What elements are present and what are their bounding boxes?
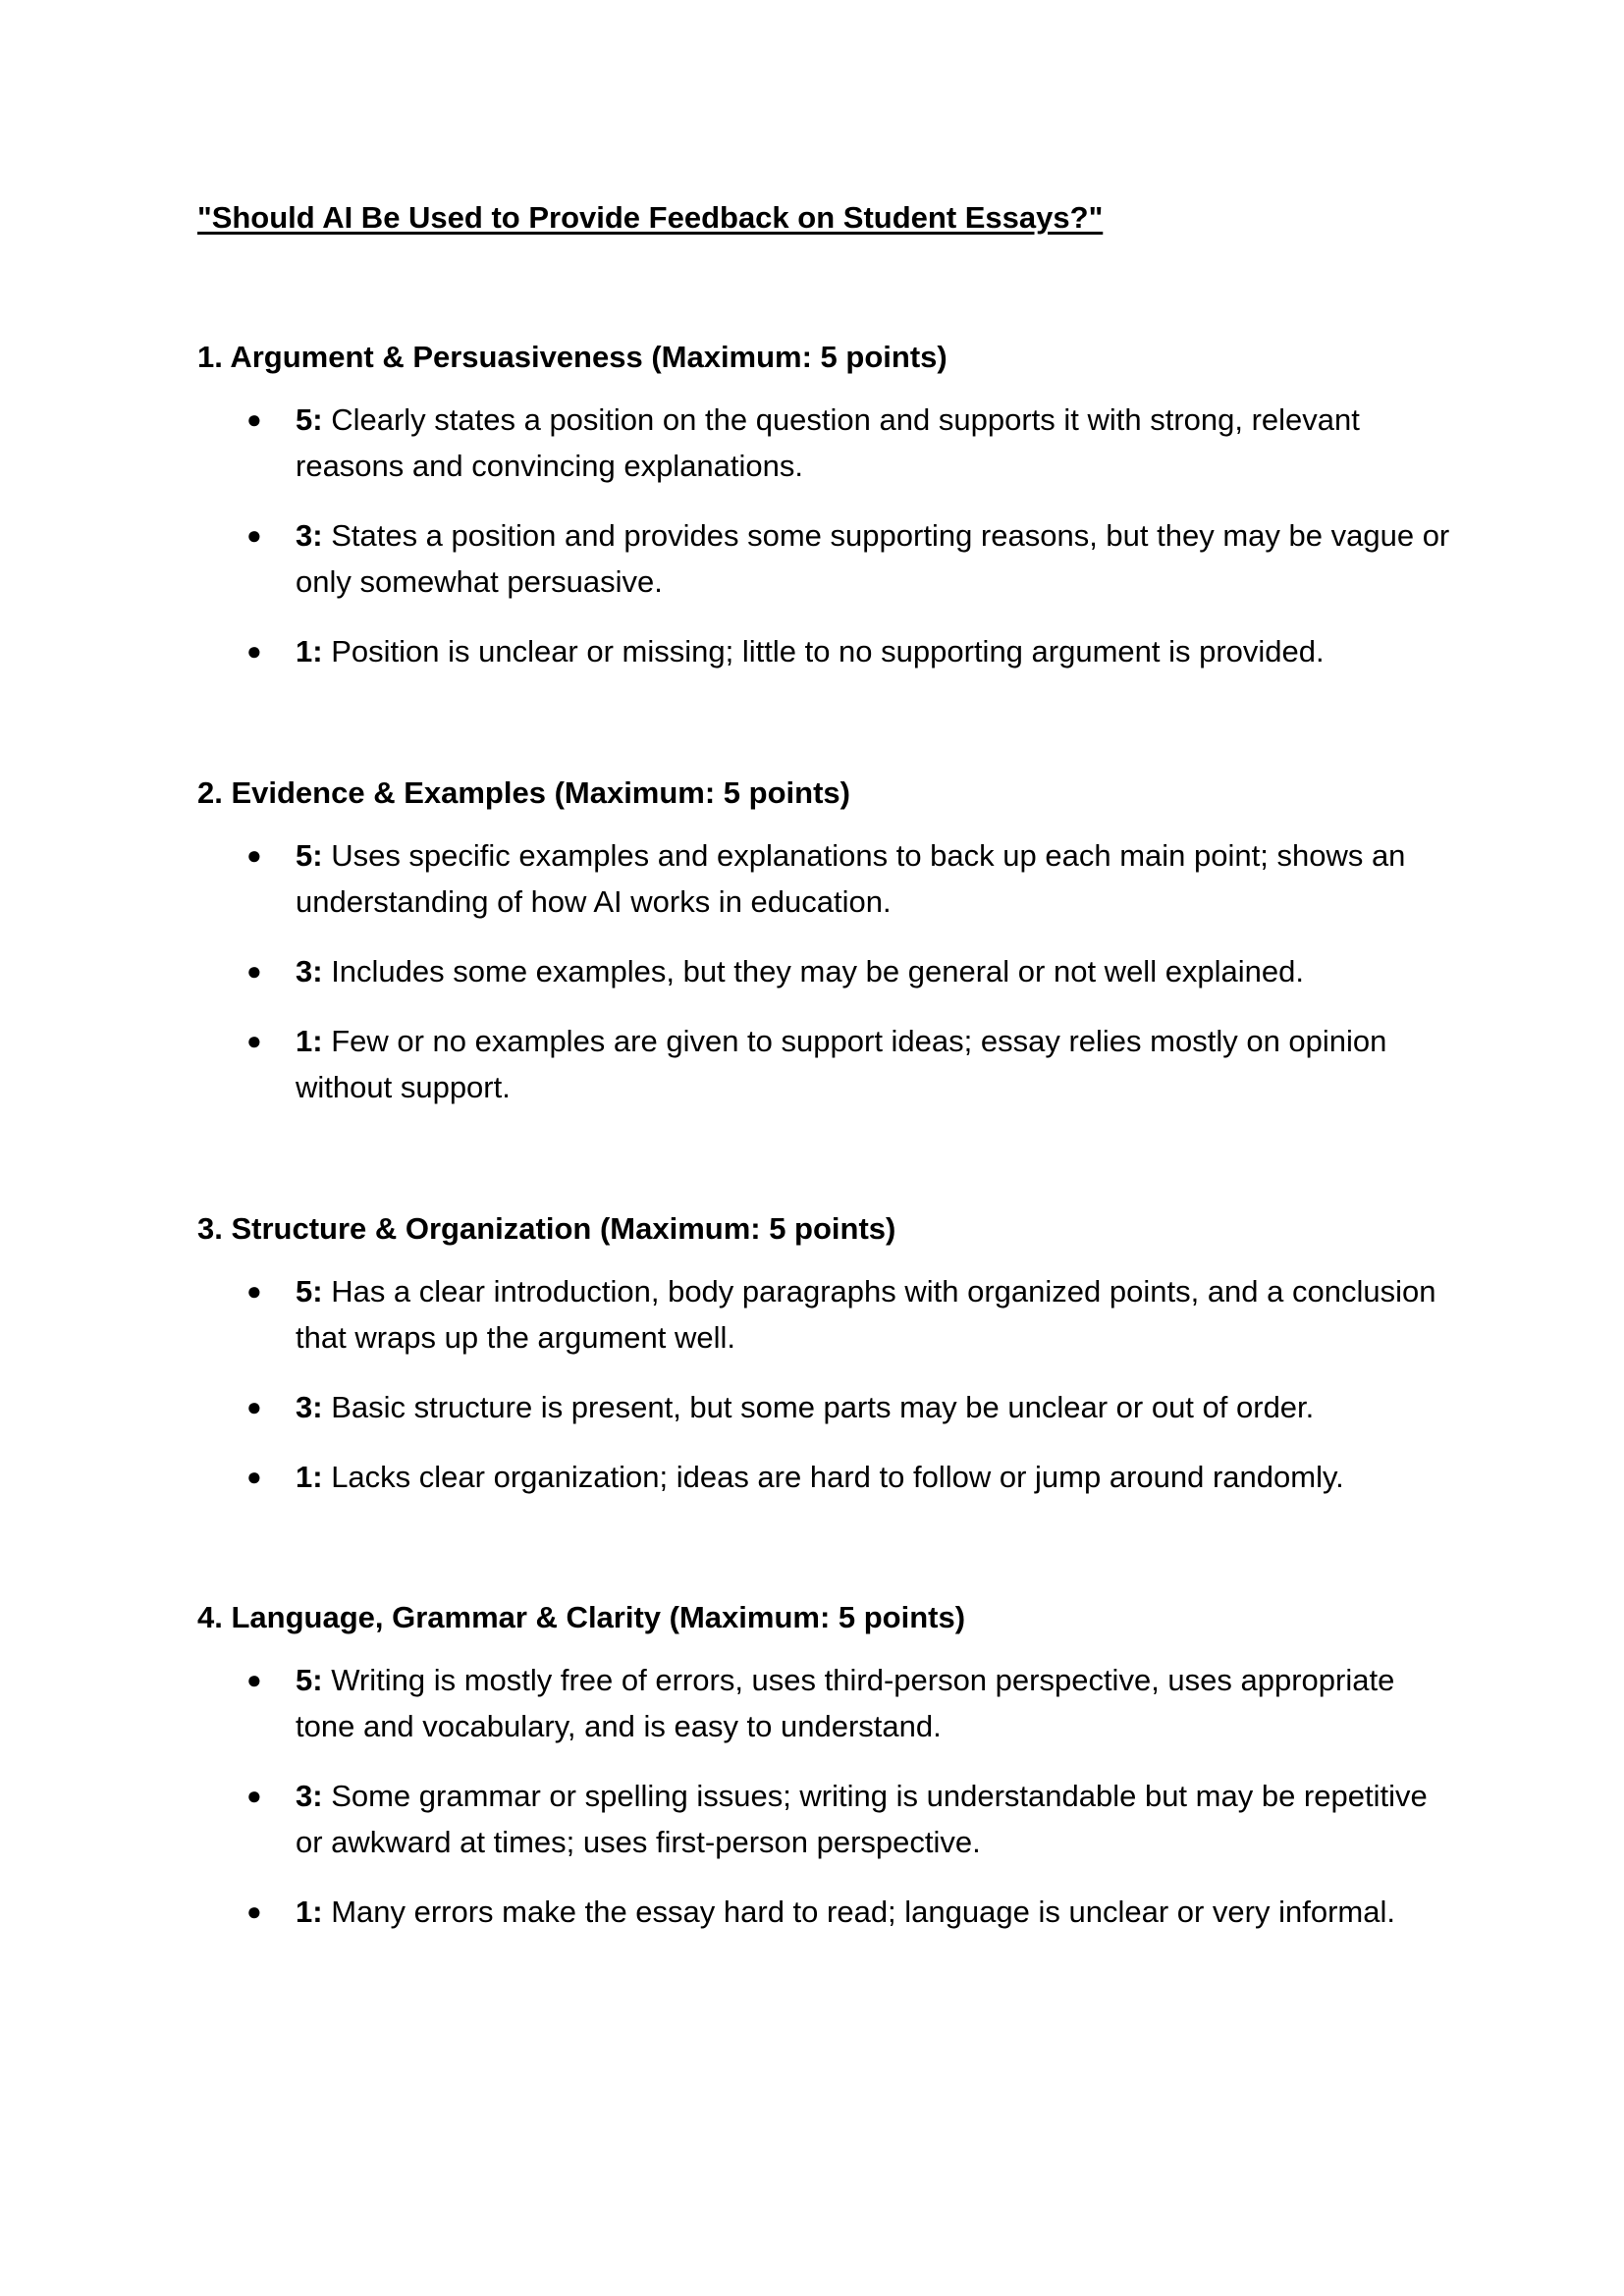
criterion-text: Position is unclear or missing; little to no supporting argument is provided. <box>331 634 1325 668</box>
criterion-score: 1: <box>296 1024 332 1058</box>
bullet-icon: ● <box>246 404 262 434</box>
criterion-item <box>197 1384 1454 1430</box>
section-heading: 1. Argument & Persuasiveness (Maximum: 5 points) <box>197 340 947 374</box>
criterion-score: 1: <box>296 1460 332 1494</box>
document-title: "Should AI Be Used to Provide Feedback on Student Essays?" <box>197 200 1104 235</box>
section-heading: 3. Structure & Organization (Maximum: 5 points) <box>197 1211 896 1246</box>
criteria-list <box>197 832 1454 1110</box>
criterion-item <box>197 1018 1454 1110</box>
bullet-icon: ● <box>246 1392 262 1421</box>
criterion-score: 5: <box>296 1663 332 1697</box>
bullet-icon: ● <box>246 1896 262 1926</box>
criterion-item <box>197 397 1454 489</box>
criterion-item <box>197 948 1454 994</box>
criterion-score: 5: <box>296 1274 332 1308</box>
criterion-score: 5: <box>296 402 332 437</box>
criterion-score: 3: <box>296 518 332 553</box>
section-heading: 2. Evidence & Examples (Maximum: 5 points) <box>197 775 850 810</box>
criterion-text: Lacks clear organization; ideas are hard to follow or jump around randomly. <box>331 1460 1344 1494</box>
criterion-text: Clearly states a position on the question and supports it with strong, relevant reasons and convincing explanations. <box>296 402 1360 483</box>
criterion-text: Many errors make the essay hard to read; language is unclear or very informal. <box>331 1895 1395 1929</box>
criteria-list <box>197 397 1454 674</box>
criterion-item <box>197 1268 1454 1361</box>
section-heading: 4. Language, Grammar & Clarity (Maximum: 5 points) <box>197 1600 966 1634</box>
bullet-icon: ● <box>246 520 262 550</box>
criterion-score: 5: <box>296 838 332 873</box>
bullet-icon: ● <box>246 1665 262 1694</box>
bullet-icon: ● <box>246 1276 262 1306</box>
criterion-item <box>197 512 1454 605</box>
criteria-list <box>197 1268 1454 1500</box>
rubric-section-structure <box>197 1209 1454 1500</box>
criterion-text: Has a clear introduction, body paragraphs with organized points, and a conclusion that wraps up the argument well. <box>296 1274 1436 1355</box>
criterion-text: Some grammar or spelling issues; writing is understandable but may be repetitive or awkward at times; uses first-person perspective. <box>296 1779 1428 1859</box>
criterion-score: 3: <box>296 1779 332 1813</box>
criteria-list <box>197 1657 1454 1935</box>
criterion-text: Includes some examples, but they may be general or not well explained. <box>331 954 1305 988</box>
criterion-text: Basic structure is present, but some parts may be unclear or out of order. <box>331 1390 1315 1424</box>
criterion-text: Writing is mostly free of errors, uses third-person perspective, uses appropriate tone and vocabulary, and is easy to understand. <box>296 1663 1395 1743</box>
criterion-score: 1: <box>296 634 332 668</box>
criterion-item <box>197 1889 1454 1935</box>
criterion-item <box>197 1454 1454 1500</box>
rubric-section-language <box>197 1598 1454 1935</box>
criterion-score: 1: <box>296 1895 332 1929</box>
bullet-icon: ● <box>246 1462 262 1491</box>
criterion-text: Uses specific examples and explanations to back up each main point; shows an understanding of how AI works in education. <box>296 838 1406 919</box>
bullet-icon: ● <box>246 636 262 666</box>
rubric-section-evidence <box>197 774 1454 1110</box>
criterion-item <box>197 1773 1454 1865</box>
criterion-text: Few or no examples are given to support ideas; essay relies mostly on opinion without support. <box>296 1024 1387 1104</box>
bullet-icon: ● <box>246 1781 262 1810</box>
criterion-item <box>197 1657 1454 1749</box>
rubric-section-argument <box>197 338 1454 674</box>
bullet-icon: ● <box>246 956 262 986</box>
bullet-icon: ● <box>246 1026 262 1055</box>
criterion-item <box>197 628 1454 674</box>
bullet-icon: ● <box>246 840 262 870</box>
criterion-score: 3: <box>296 1390 332 1424</box>
criterion-item <box>197 832 1454 925</box>
criterion-score: 3: <box>296 954 332 988</box>
criterion-text: States a position and provides some supporting reasons, but they may be vague or only somewhat persuasive. <box>296 518 1450 599</box>
